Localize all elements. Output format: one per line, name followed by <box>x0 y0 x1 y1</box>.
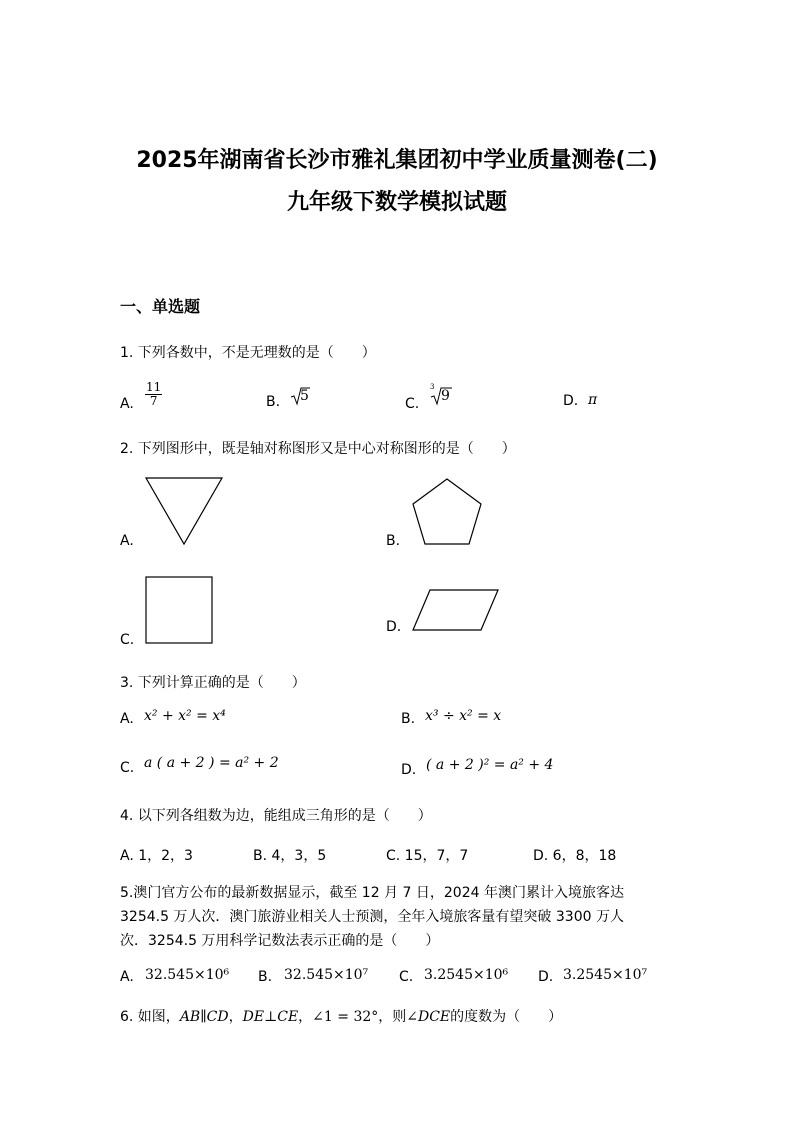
q2-option-a-label: A. <box>120 533 134 549</box>
q3-option-b-expr: x³ ÷ x² = x <box>425 708 502 724</box>
pentagon-shape <box>406 472 490 552</box>
q6-suffix-1: ，则 <box>378 1009 407 1025</box>
q5-option-b-label: B. <box>258 969 273 985</box>
question-1-stem: 1. 下列各数中，不是无理数的是（ ） <box>120 345 376 361</box>
q5-option-b-expr: 32.545×10⁷ <box>284 967 369 983</box>
question-5-line-2: 3254.5 万人次．澳门旅游业相关人士预测，全年入境旅客量有望突破 3300 万人 <box>120 909 624 925</box>
question-6-stem <box>120 1006 562 1026</box>
q6-parallel-expr: AB∥CD <box>179 1009 229 1025</box>
question-5-line-1: 5.澳门官方公布的最新数据显示，截至 12 月 7 日，2024 年澳门累计入境旅客达 <box>120 885 624 901</box>
question-3-stem: 3. 下列计算正确的是（ ） <box>120 675 306 691</box>
q4-option-a: A. 1，2，3 <box>120 848 193 864</box>
q3-option-a-expr: x² + x² = x⁴ <box>144 708 226 724</box>
inverted-triangle-shape <box>140 472 230 552</box>
q5-option-d-label: D. <box>538 969 554 985</box>
q4-option-c: C. 15，7，7 <box>386 848 469 864</box>
fraction-denominator: 7 <box>149 394 158 408</box>
q6-sep-2: ， <box>298 1009 313 1025</box>
q6-angle-expr: ∠1 = 32° <box>312 1009 379 1025</box>
q3-option-b-label: B. <box>401 711 416 727</box>
parallelogram-shape <box>408 584 504 636</box>
q1-option-d-pi: π <box>588 392 598 408</box>
q5-option-c-expr: 3.2545×10⁶ <box>424 967 509 983</box>
q3-option-d-label: D. <box>401 762 417 778</box>
q1-option-a-label: A. <box>120 396 134 412</box>
square-shape <box>140 570 220 650</box>
q4-option-d: D. 6，8，18 <box>533 848 617 864</box>
root-index: 3 <box>430 383 435 391</box>
q1-option-a-fraction <box>145 381 162 408</box>
q2-option-b-label: B. <box>386 533 401 549</box>
question-4-stem: 4. 以下列各组数为边，能组成三角形的是（ ） <box>120 808 432 824</box>
sqrt-radicand: 5 <box>300 388 309 404</box>
q6-sep-1: ， <box>228 1009 243 1025</box>
q1-option-b-sqrt <box>290 386 310 410</box>
question-2-stem: 2. 下列图形中，既是轴对称图形又是中心对称图形的是（ ） <box>120 441 516 457</box>
q3-option-a-label: A. <box>120 711 134 727</box>
q1-option-c-cuberoot <box>428 383 452 410</box>
q2-option-d-label: D. <box>386 619 402 635</box>
q3-option-c-expr: a ( a + 2 ) = a² + 2 <box>144 755 279 771</box>
question-5-line-3: 次．3254.5 万用科学记数法表示正确的是（ ） <box>120 933 440 949</box>
q3-option-c-label: C. <box>120 760 135 776</box>
q6-perpendicular-expr: DE⊥CE <box>242 1009 299 1025</box>
q1-option-c-label: C. <box>405 396 420 412</box>
title-line-2: 九年级下数学模拟试题 <box>286 190 507 215</box>
q1-option-d-label: D. <box>563 393 579 409</box>
title-line-1: 2025年湖南省长沙市雅礼集团初中学业质量测卷(二) <box>136 148 658 173</box>
q6-suffix-2: 的度数为（ ） <box>450 1009 563 1025</box>
section-heading: 一、单选题 <box>120 297 201 316</box>
q5-option-a-expr: 32.545×10⁶ <box>145 967 230 983</box>
q4-option-b: B. 4，3，5 <box>253 848 327 864</box>
fraction-numerator: 11 <box>146 380 162 394</box>
root-radicand: 9 <box>441 388 450 404</box>
q5-option-d-expr: 3.2545×10⁷ <box>563 967 648 983</box>
q5-option-c-label: C. <box>399 969 414 985</box>
q2-option-c-label: C. <box>120 632 135 648</box>
q6-target-angle: ∠DCE <box>406 1009 451 1025</box>
q1-option-b-label: B. <box>266 394 281 410</box>
q5-option-a-label: A. <box>120 969 134 985</box>
q6-prefix: 6. 如图， <box>120 1009 180 1025</box>
q3-option-d-expr: ( a + 2 )² = a² + 4 <box>426 757 554 773</box>
